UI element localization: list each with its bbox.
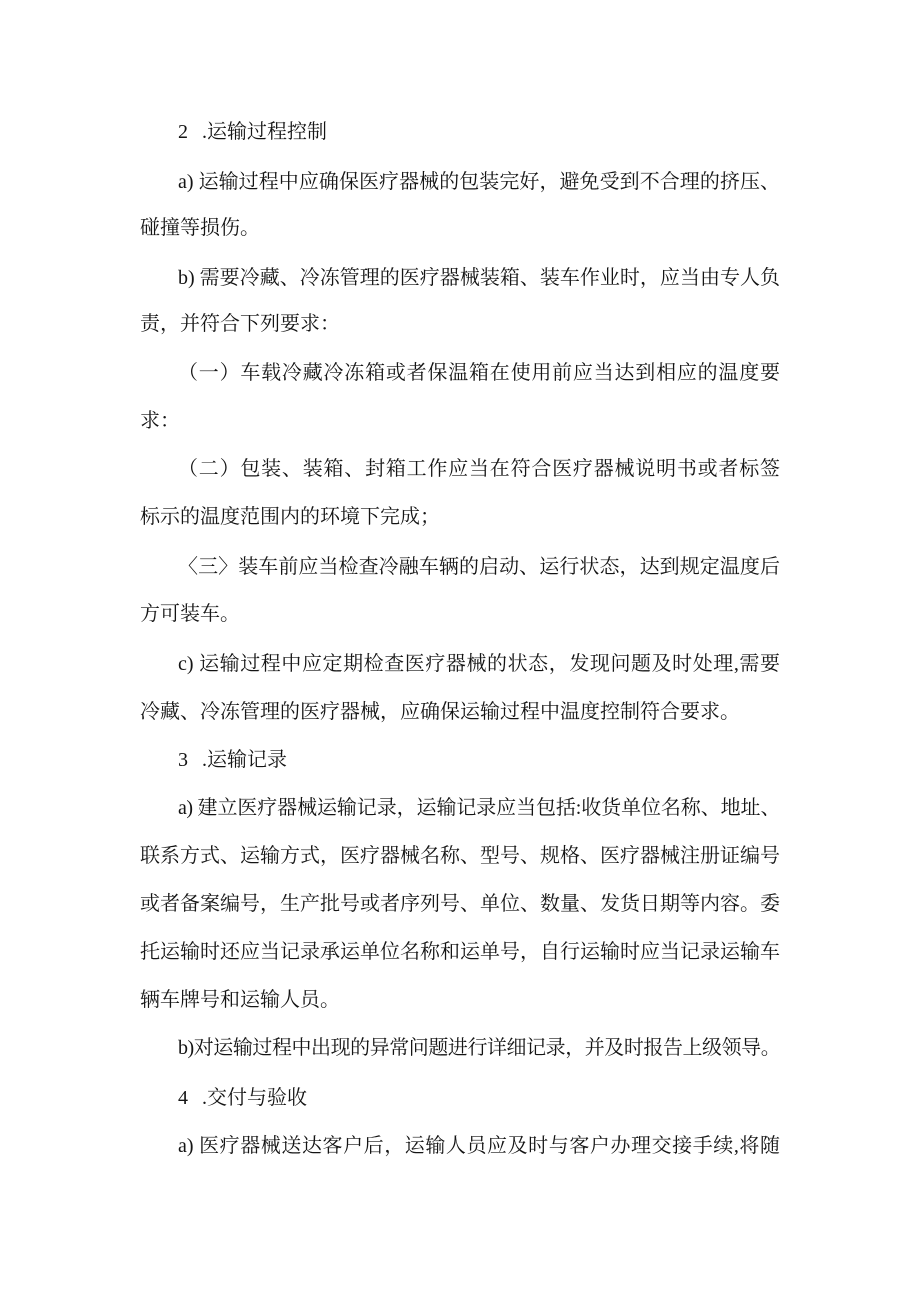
section-title: .运输过程控制	[202, 121, 327, 143]
section-heading	[178, 736, 780, 784]
list-item-line: 标示的温度范围内的环境下完成；	[140, 506, 440, 528]
paragraph-line: b)对运输过程中出现的异常问题进行详细记录，并及时报告上级领导。	[178, 1037, 781, 1059]
paragraph-line: 碰撞等损伤。	[140, 217, 260, 239]
paragraph-line: c) 运输过程中应定期检查医疗器械的状态，发现问题及时处理,需要	[178, 653, 780, 675]
list-item-line: （一）车载冷藏冷冻箱或者保温箱在使用前应当达到相应的温度要	[178, 362, 780, 384]
section-number: 3	[178, 749, 188, 771]
paragraph-line: 责，并符合下列要求：	[140, 313, 340, 335]
list-item-line: 方可装车。	[140, 603, 240, 625]
section-number: 4	[178, 1087, 188, 1109]
list-item-line: 〈三〉装车前应当检查冷融车辆的启动、运行状态，达到规定温度后	[178, 556, 780, 578]
list-item-line: （二）包装、装箱、封箱工作应当在符合医疗器械说明书或者标签	[178, 458, 780, 480]
section-heading	[178, 108, 780, 156]
section-number: 2	[178, 121, 188, 143]
paragraph-line: a) 运输过程中应确保医疗器械的包装完好，避免受到不合理的挤压、	[178, 171, 780, 193]
paragraph-line: 或者备案编号，生产批号或者序列号、单位、数量、发货日期等内容。委	[140, 893, 780, 915]
paragraph-line: b) 需要冷藏、冷冻管理的医疗器械装箱、装车作业时，应当由专人负	[178, 267, 780, 289]
paragraph-line: 冷藏、冷冻管理的医疗器械，应确保运输过程中温度控制符合要求。	[140, 701, 740, 723]
section-title: .运输记录	[202, 749, 287, 771]
paragraph-line: 联系方式、运输方式，医疗器械名称、型号、规格、医疗器械注册证编号	[140, 845, 780, 867]
paragraph-line: 托运输时还应当记录承运单位名称和运单号，自行运输时应当记录运输车	[140, 941, 780, 963]
section-title: .交付与验收	[202, 1087, 307, 1109]
paragraph-line: a) 医疗器械送达客户后，运输人员应及时与客户办理交接手续,将随	[178, 1135, 780, 1157]
section-heading	[178, 1074, 780, 1122]
paragraph-line: a) 建立医疗器械运输记录，运输记录应当包括:收货单位名称、地址、	[178, 797, 780, 819]
list-item-line: 求：	[140, 410, 180, 432]
paragraph-line: 辆车牌号和运输人员。	[140, 989, 340, 1011]
